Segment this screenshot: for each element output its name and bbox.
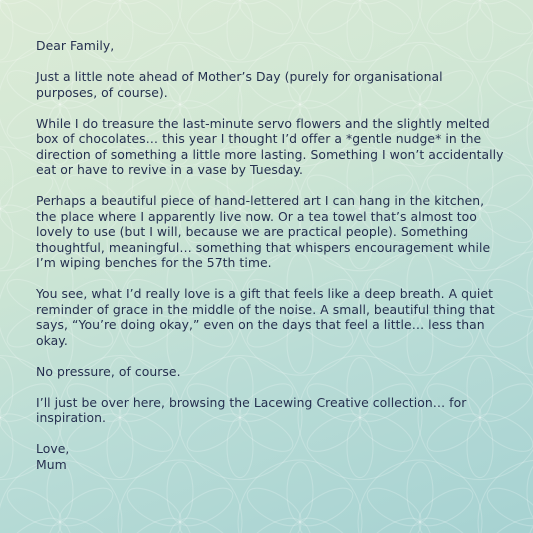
salutation: Dear Family, <box>36 38 115 53</box>
signature: Mum <box>36 456 67 472</box>
paragraph-deep-breath: You see, what I’d really love is a gift that feels like a deep breath. A quiet reminder of grace in the middle of the noise. A small, beautiful thing that says, “You’re doing okay,” even on the days that feel a little… less than okay. <box>36 286 495 348</box>
letter <box>36 38 506 472</box>
paragraph-intro: Just a little note ahead of Mother’s Day (purely for organisational purposes, of course). <box>36 69 443 100</box>
paragraph-art: Perhaps a beautiful piece of hand-lettered art I can hang in the kitchen, the place where I apparently live now. Or a tea towel that’s almost too lovely to use (but I will, because we are practical people). Something thoughtful, meaningful… something that whispers encouragement while I’m wiping benches for the 57th time. <box>36 193 491 270</box>
paragraph-no-pressure: No pressure, of course. <box>36 363 181 379</box>
paragraph-flowers: While I do treasure the last-minute servo flowers and the slightly melted box of chocolates… this year I thought I’d offer a *gentle nudge* in the direction of something a little more lasting. Something I won’t accidentally eat or have to revive in a vase by Tuesday. <box>36 115 504 177</box>
signoff: Love, <box>36 441 70 456</box>
paragraph-inspiration: I’ll just be over here, browsing the Lacewing Creative collection… for inspiration. <box>36 394 467 425</box>
